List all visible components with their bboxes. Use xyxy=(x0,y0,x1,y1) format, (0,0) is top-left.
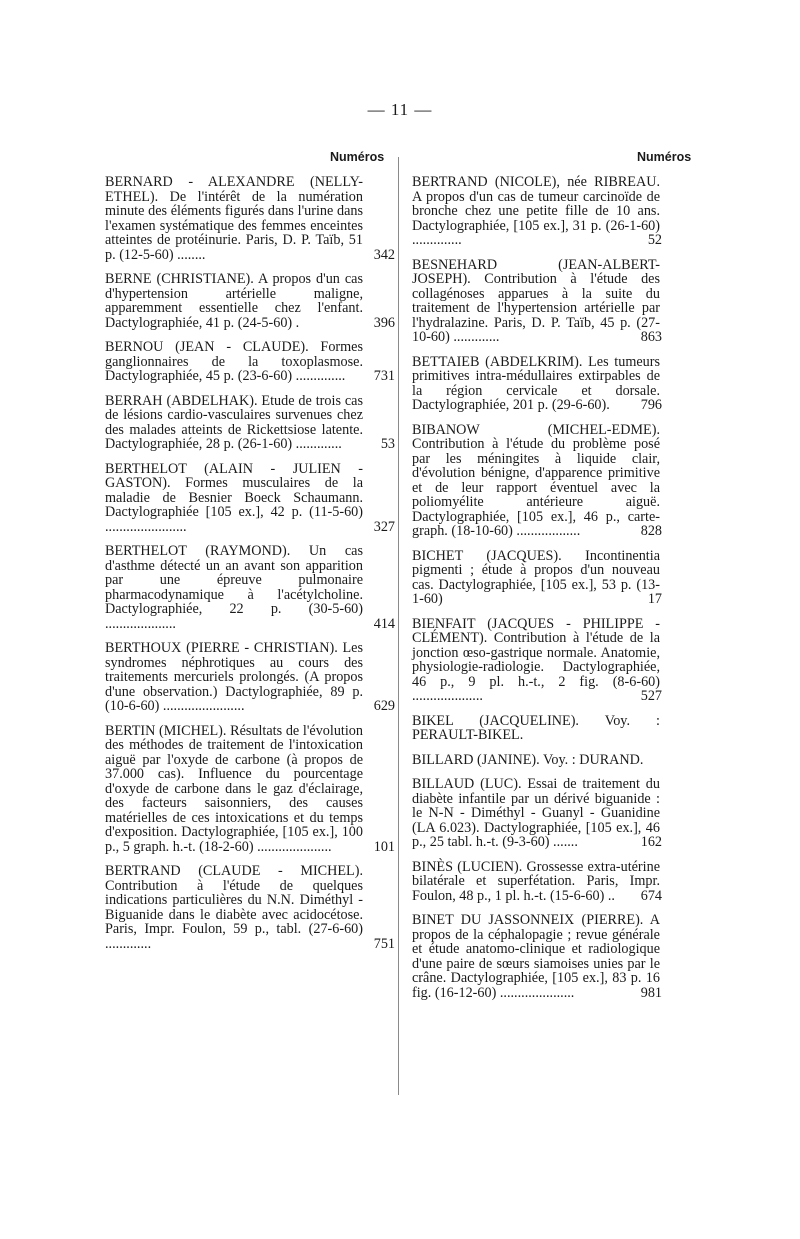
entry-number: 751 xyxy=(373,935,395,952)
entry-text: BERNE (CHRISTIANE). A propos d'un cas d'hypertension artérielle maligne, apparemment essentielle chez l'enfant. Dactylographiée, 41 p. (24-5-60) . xyxy=(105,271,363,331)
right-column xyxy=(412,175,697,1010)
entry-number: 863 xyxy=(640,329,662,345)
bibliography-entry xyxy=(105,339,395,384)
entry-text: BERRAH (ABDELHAK). Etude de trois cas de lésions cardio-vasculaires survenues chez des malades atteints de Rickettsiose latente. Dactylographiée, 28 p. (26-1-60) ............. xyxy=(105,392,363,452)
entry-text: BERTHOUX (PIERRE - CHRISTIAN). Les syndromes néphrotiques au cours des traitements mercuriels prolongés. (A propos d'une observation.) Dactylographiée, 89 p. (10-6-60) ....................... xyxy=(105,640,363,714)
entry-text: BERTRAND (CLAUDE - MICHEL). Contribution à l'étude de quelques indications particulières du N.N. Diméthyl - Biguanide dans le diabète avec acidocétose. Paris, Impr. Foulon, 59 p., tabl. (27-6-60) ............. xyxy=(105,863,363,952)
entry-number: 396 xyxy=(373,314,395,331)
entry-number: 674 xyxy=(640,887,662,904)
entry-number: 53 xyxy=(380,436,395,452)
numeros-header-right: Numéros xyxy=(637,150,692,164)
bibliography-entry xyxy=(412,617,660,704)
entry-text: BERTHELOT (RAYMOND). Un cas d'asthme détecté un an avant son apparition par une épreuve pulmonaire pharmacodynamique à l'acétylcholine. Dactylographiée, 22 p. (30-5-60) .................... xyxy=(105,543,363,632)
bibliography-entry xyxy=(105,640,395,714)
bibliography-entry xyxy=(105,863,395,952)
bibliography-entry xyxy=(412,175,660,248)
bibliography-entry xyxy=(412,355,660,413)
entry-number: 527 xyxy=(640,688,662,704)
entry-number: 796 xyxy=(640,397,662,413)
bibliography-entry xyxy=(105,392,395,452)
entry-number: 162 xyxy=(640,834,662,850)
left-column xyxy=(105,174,395,961)
bibliography-entry xyxy=(105,543,395,632)
entry-text: BILLAUD (LUC). Essai de traitement du diabète infantile par un dérivé biguanide : le N-N - Diméthyl - Guanyl - Guanidine (LA 6.023). Dactylographiée, [105 ex.], 46 p., 25 tabl. h.-t. (9-3-60) ....... xyxy=(412,776,660,850)
bibliography-entry xyxy=(105,722,395,855)
bibliography-entry xyxy=(412,714,660,743)
column-divider xyxy=(398,157,399,1095)
entry-text: BICHET (JACQUES). Incontinentia pigmenti ; étude à propos d'un nouveau cas. Dactylographiée, [105 ex.], 53 p. (13-1-60) xyxy=(412,547,660,607)
bibliography-entry xyxy=(412,913,660,1000)
entry-number: 101 xyxy=(373,838,395,855)
entry-text: BETTAIEB (ABDELKRIM). Les tumeurs primitives intra-médullaires extirpables de la région cervicale et dorsale. Dactylographiée, 201 p. (29-6-60). xyxy=(412,353,660,413)
entry-number: 981 xyxy=(640,984,662,1001)
bibliography-entry xyxy=(412,777,660,850)
entry-text: BINÈS (LUCIEN). Grossesse extra-utérine bilatérale et superfétation. Paris, Impr. Foulon, 48 p., 1 pl. h.-t. (15-6-60) .. xyxy=(412,858,660,904)
entry-text: BINET DU JASSONNEIX (PIERRE). A propos de la céphalopagie ; revue générale et étude anatomo-clinique et radiologique d'une paire de sœurs siamoises unies par le crâne. Dactylographiée, [105 ex.], 83 p. 16 fig. (16-12-60) ..................... xyxy=(412,912,660,1001)
entry-text: BERNARD - ALEXANDRE (NELLY-ETHEL). De l'intérêt de la numération minute des éléments figurés dans l'urine dans l'examen systématique des femmes enceintes atteintes de protéinurie. Paris, D. P. Taïb, 51 p. (12-5-60) ........ xyxy=(105,174,363,263)
bibliography-entry xyxy=(412,549,660,607)
bibliography-entry xyxy=(105,174,395,263)
entry-number: 17 xyxy=(647,591,662,607)
bibliography-entry xyxy=(412,423,660,539)
entry-number: 52 xyxy=(647,232,662,248)
entry-number: 342 xyxy=(373,246,395,263)
entry-text: BERTHELOT (ALAIN - JULIEN - GASTON). Formes musculaires de la maladie de Besnier Boeck Schaumann. Dactylographiée [105 ex.], 42 p. (11-5-60) ....................... xyxy=(105,460,363,535)
entry-text: BERNOU (JEAN - CLAUDE). Formes ganglionnaires de la toxoplasmose. Dactylographiée, 45 p. (23-6-60) .............. xyxy=(105,339,363,384)
entry-number: 629 xyxy=(373,698,395,714)
bibliography-entry xyxy=(412,753,660,768)
entry-number: 414 xyxy=(373,615,395,632)
entry-number: 327 xyxy=(373,518,395,535)
entry-text: BESNEHARD (JEAN-ALBERT-JOSEPH). Contribution à l'étude des collagénoses apparues à la suite du traitement de l'hypertension artérielle par l'hydralazine. Paris, D. P. Taïb, 45 p. (27-10-60) ............. xyxy=(412,256,660,345)
entry-text: BILLARD (JANINE). Voy. : DURAND. xyxy=(412,751,644,768)
page-number: — 11 — xyxy=(367,100,433,119)
entry-text: BERTIN (MICHEL). Résultats de l'évolution des méthodes de traitement de l'intoxication aiguë par l'oxyde de carbone (à propos de 37.000 cas). Influence du pourcentage d'oxyde de carbone dans le gaz d'éclairage, des facteurs saisonniers, des causes matérielles de ces intoxications et du temps d'exposition. Dactylographiée, [105 ex.], 100 p., 5 graph. h.-t. (18-2-60) ..................... xyxy=(105,722,363,855)
bibliography-entry xyxy=(412,860,660,904)
entry-number: 828 xyxy=(640,523,662,539)
entry-number: 731 xyxy=(373,368,395,384)
numeros-header-left: Numéros xyxy=(330,150,385,164)
entry-text: BIKEL (JACQUELINE). Voy. : PERAULT-BIKEL. xyxy=(412,712,660,743)
entry-text: BIENFAIT (JACQUES - PHILIPPE - CLÉMENT). Contribution à l'étude de la jonction œso-gastrique normale. Anatomie, physiologie-radiologie. Dactylographiée, 46 p., 9 pl. h.-t., 2 fig. (8-6-60) .................... xyxy=(412,615,660,704)
bibliography-entry xyxy=(105,460,395,535)
bibliography-entry xyxy=(105,271,395,331)
bibliography-entry xyxy=(412,258,660,345)
entry-text: BIBANOW (MICHEL-EDME). Contribution à l'étude du problème posé par les méningites à liquide clair, d'évolution bénigne, d'apparence primitive et de leur rapport éventuel avec la poliomyélite antérieure aiguë. Dactylographiée, [105 ex.], 46 p., carte-graph. (18-10-60) .................. xyxy=(412,421,660,539)
entry-text: BERTRAND (NICOLE), née RIBREAU. A propos d'un cas de tumeur carcinoïde de bronche chez une petite fille de 10 ans. Dactylographiée, [105 ex.], 31 p. (26-1-60) .............. xyxy=(412,174,660,248)
